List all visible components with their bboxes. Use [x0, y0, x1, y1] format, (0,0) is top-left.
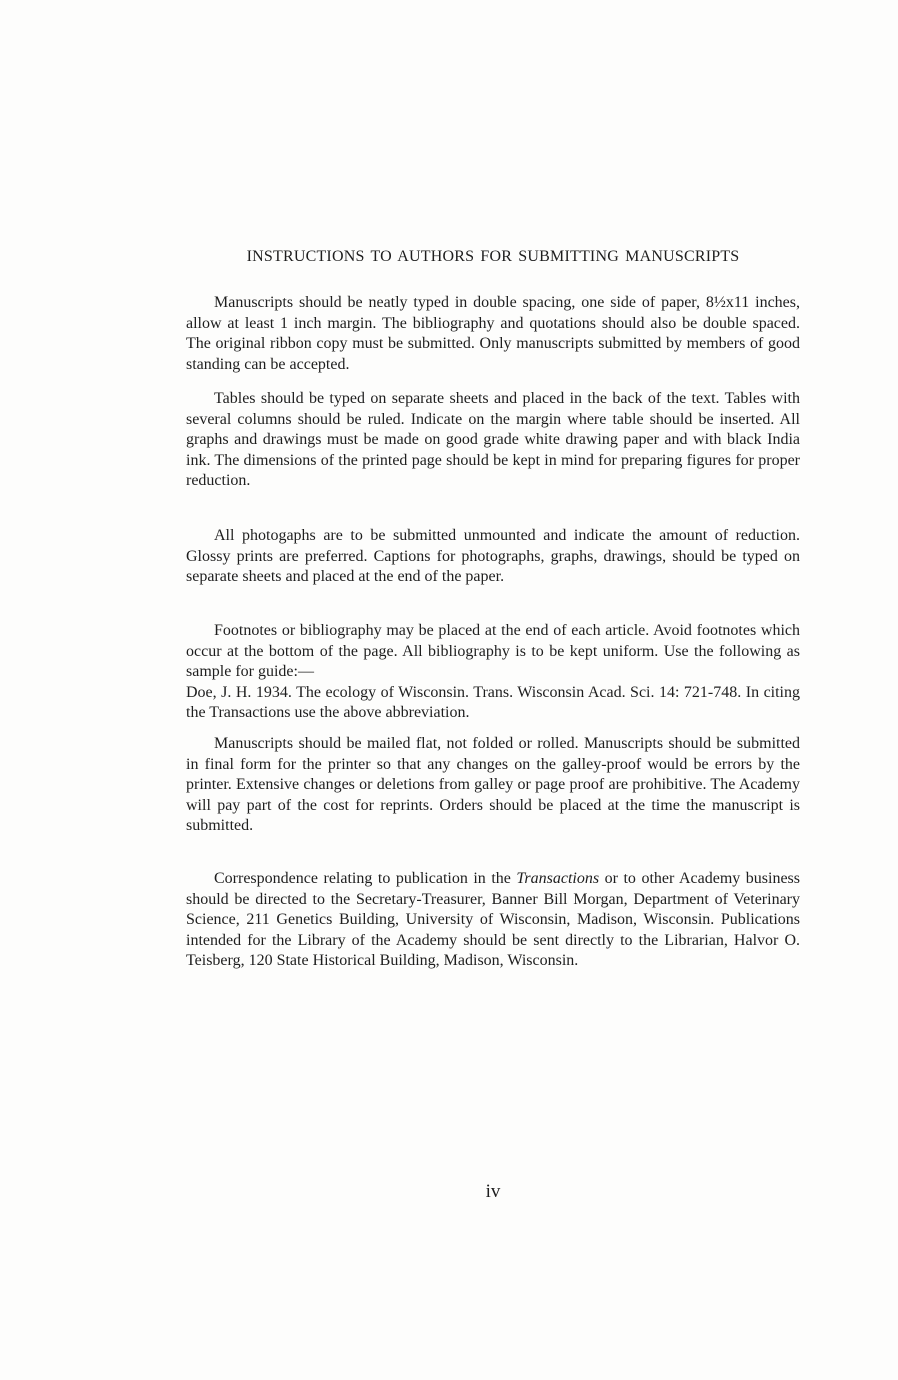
paragraph-text: All photogaphs are to be submitted unmounted and indicate the amount of reduction. Glossy prints are preferred. Captions for photographs, graphs, drawings, should be typed on separate sheets and placed at the end of the paper.	[186, 527, 800, 586]
paragraph-footnotes-bibliography	[186, 621, 800, 724]
paragraph-text: Manuscripts should be mailed flat, not folded or rolled. Manuscripts should be submitted in final form for the printer so that any changes on the galley-proof would be errors by the printer. Extensive changes or deletions from galley or page proof are prohibitive. The Academy will pay part of the cost for reprints. Orders should be placed at the time the manuscript is submitted.	[186, 735, 800, 835]
paragraph-mailing-proofs	[186, 734, 800, 837]
paragraph-text: Tables should be typed on separate sheets and placed in the back of the text. Tables with several columns should be ruled. Indicate on the margin where table should be inserted. All graphs and drawings must be made on good grade white drawing paper and with black India ink. The dimensions of the printed page should be kept in mind for preparing figures for proper reduction.	[186, 390, 800, 490]
paragraph-text	[186, 869, 800, 972]
paragraph-text: Footnotes or bibliography may be placed at the end of each article. Avoid footnotes which occur at the bottom of the page. All bibliography is to be kept uniform. Use the following as sample for guide:—	[186, 622, 800, 681]
page-number: iv	[485, 1181, 501, 1202]
paragraph-correspondence	[186, 869, 800, 972]
paragraph-tables-graphs	[186, 389, 800, 492]
paragraph-photographs	[186, 526, 800, 588]
transactions-italic: Transactions	[516, 870, 600, 887]
bibliography-sample: Doe, J. H. 1934. The ecology of Wisconsin. Trans. Wisconsin Acad. Sci. 14: 721-748. In citing the Transactions use the above abbreviation.	[186, 683, 800, 722]
paragraph-text-start: Correspondence relating to publication in the	[214, 870, 517, 887]
paragraph-manuscript-format	[186, 293, 800, 375]
paragraph-text: Manuscripts should be neatly typed in double spacing, one side of paper, 8½x11 inches, allow at least 1 inch margin. The bibliography and quotations should also be double spaced. The original ribbon copy must be submitted. Only manuscripts submitted by members of good standing can be accepted.	[186, 294, 800, 373]
paragraph-text-end: or to other Academy business should be directed to the Secretary-Treasurer, Banner Bill Morgan, Department of Veterinary Science, 211 Genetics Building, University of Wisconsin, Madison, Wisconsin. Publications intended for the Library of the Academy should be sent directly to the Librarian, Halvor O. Teisberg, 120 State Historical Building, Madison, Wisconsin.	[186, 870, 801, 970]
page-title: INSTRUCTIONS TO AUTHORS FOR SUBMITTING MANUSCRIPTS	[246, 248, 740, 265]
